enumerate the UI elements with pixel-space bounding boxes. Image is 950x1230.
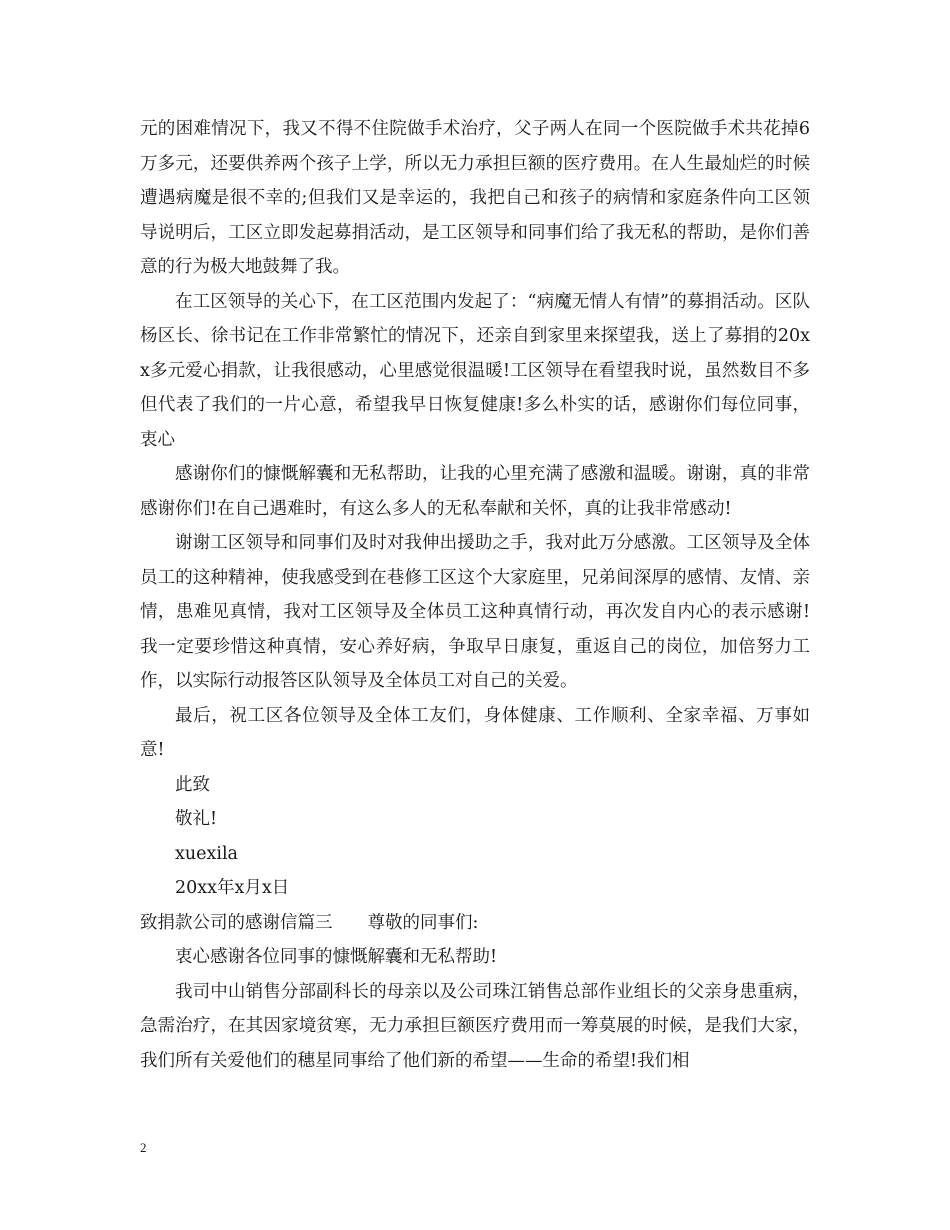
closing-salutation: 此致 (175, 774, 210, 795)
paragraph-3: 感谢你们的慷慨解囊和无私帮助，让我的心里充满了感激和温暖。谢谢，真的非常感谢你们!在自己遇难时，有这么多人的无私奉献和关怀，真的让我非常感动! (140, 464, 810, 519)
document-body (140, 112, 810, 1078)
paragraph-6: 衷心感谢各位同事的慷慨解囊和无私帮助! (175, 947, 498, 967)
paragraph-4: 谢谢工区领导和同事们及时对我伸出援助之手，我对此万分感激。工区领导及全体员工的这种精神，使我感受到在巷修工区这个大家庭里，兄弟间深厚的感情、友情、亲情，患难见真情，我对工区领导及全体员工这种真情行动，再次发自内心的表示感谢!我一定要珍惜这种真情，安心养好病，争取早日康复，重返自己的岗位，加倍努力工作，以实际行动报答区队领导及全体员工对自己的关爱。 (140, 533, 810, 691)
section-heading: 致捐款公司的感谢信篇三 尊敬的同事们: (140, 912, 479, 933)
paragraph-5: 最后，祝工区各位领导及全体工友们，身体健康、工作顺利、全家幸福、万事如意! (140, 705, 810, 760)
closing-regards: 敬礼! (175, 809, 218, 829)
letter-date: 20xx年x月x日 (175, 878, 290, 898)
page-number: 2 (140, 1140, 147, 1155)
paragraph-7: 我司中山销售分部副科长的母亲以及公司珠江销售总部作业组长的父亲身患重病，急需治疗，在其因家境贫寒，无力承担巨额医疗费用而一筹莫展的时候，是我们大家，我们所有关爱他们的穗星同事给了他们新的希望——生命的希望!我们相 (140, 981, 810, 1071)
signature: xuexila (175, 843, 238, 864)
paragraph-2: 在工区领导的关心下，在工区范围内发起了：“病魔无情人有情”的募捐活动。区队杨区长、徐书记在工作非常繁忙的情况下，还亲自到家里来探望我，送上了募捐的20xx多元爱心捐款，让我很感动，心里感觉很温暖!工区领导在看望我时说，虽然数目不多但代表了我们的一片心意，希望我早日恢复健康!多么朴实的话，感谢你们每位同事，衷心 (140, 291, 810, 450)
paragraph-1: 元的困难情况下，我又不得不住院做手术治疗，父子两人在同一个医院做手术共花掉6万多元，还要供养两个孩子上学，所以无力承担巨额的医疗费用。在人生最灿烂的时候遭遇病魔是很不幸的;但我们又是幸运的，我把自己和孩子的病情和家庭条件向工区领导说明后，工区立即发起募捐活动，是工区领导和同事们给了我无私的帮助，是你们善意的行为极大地鼓舞了我。 (140, 119, 810, 277)
